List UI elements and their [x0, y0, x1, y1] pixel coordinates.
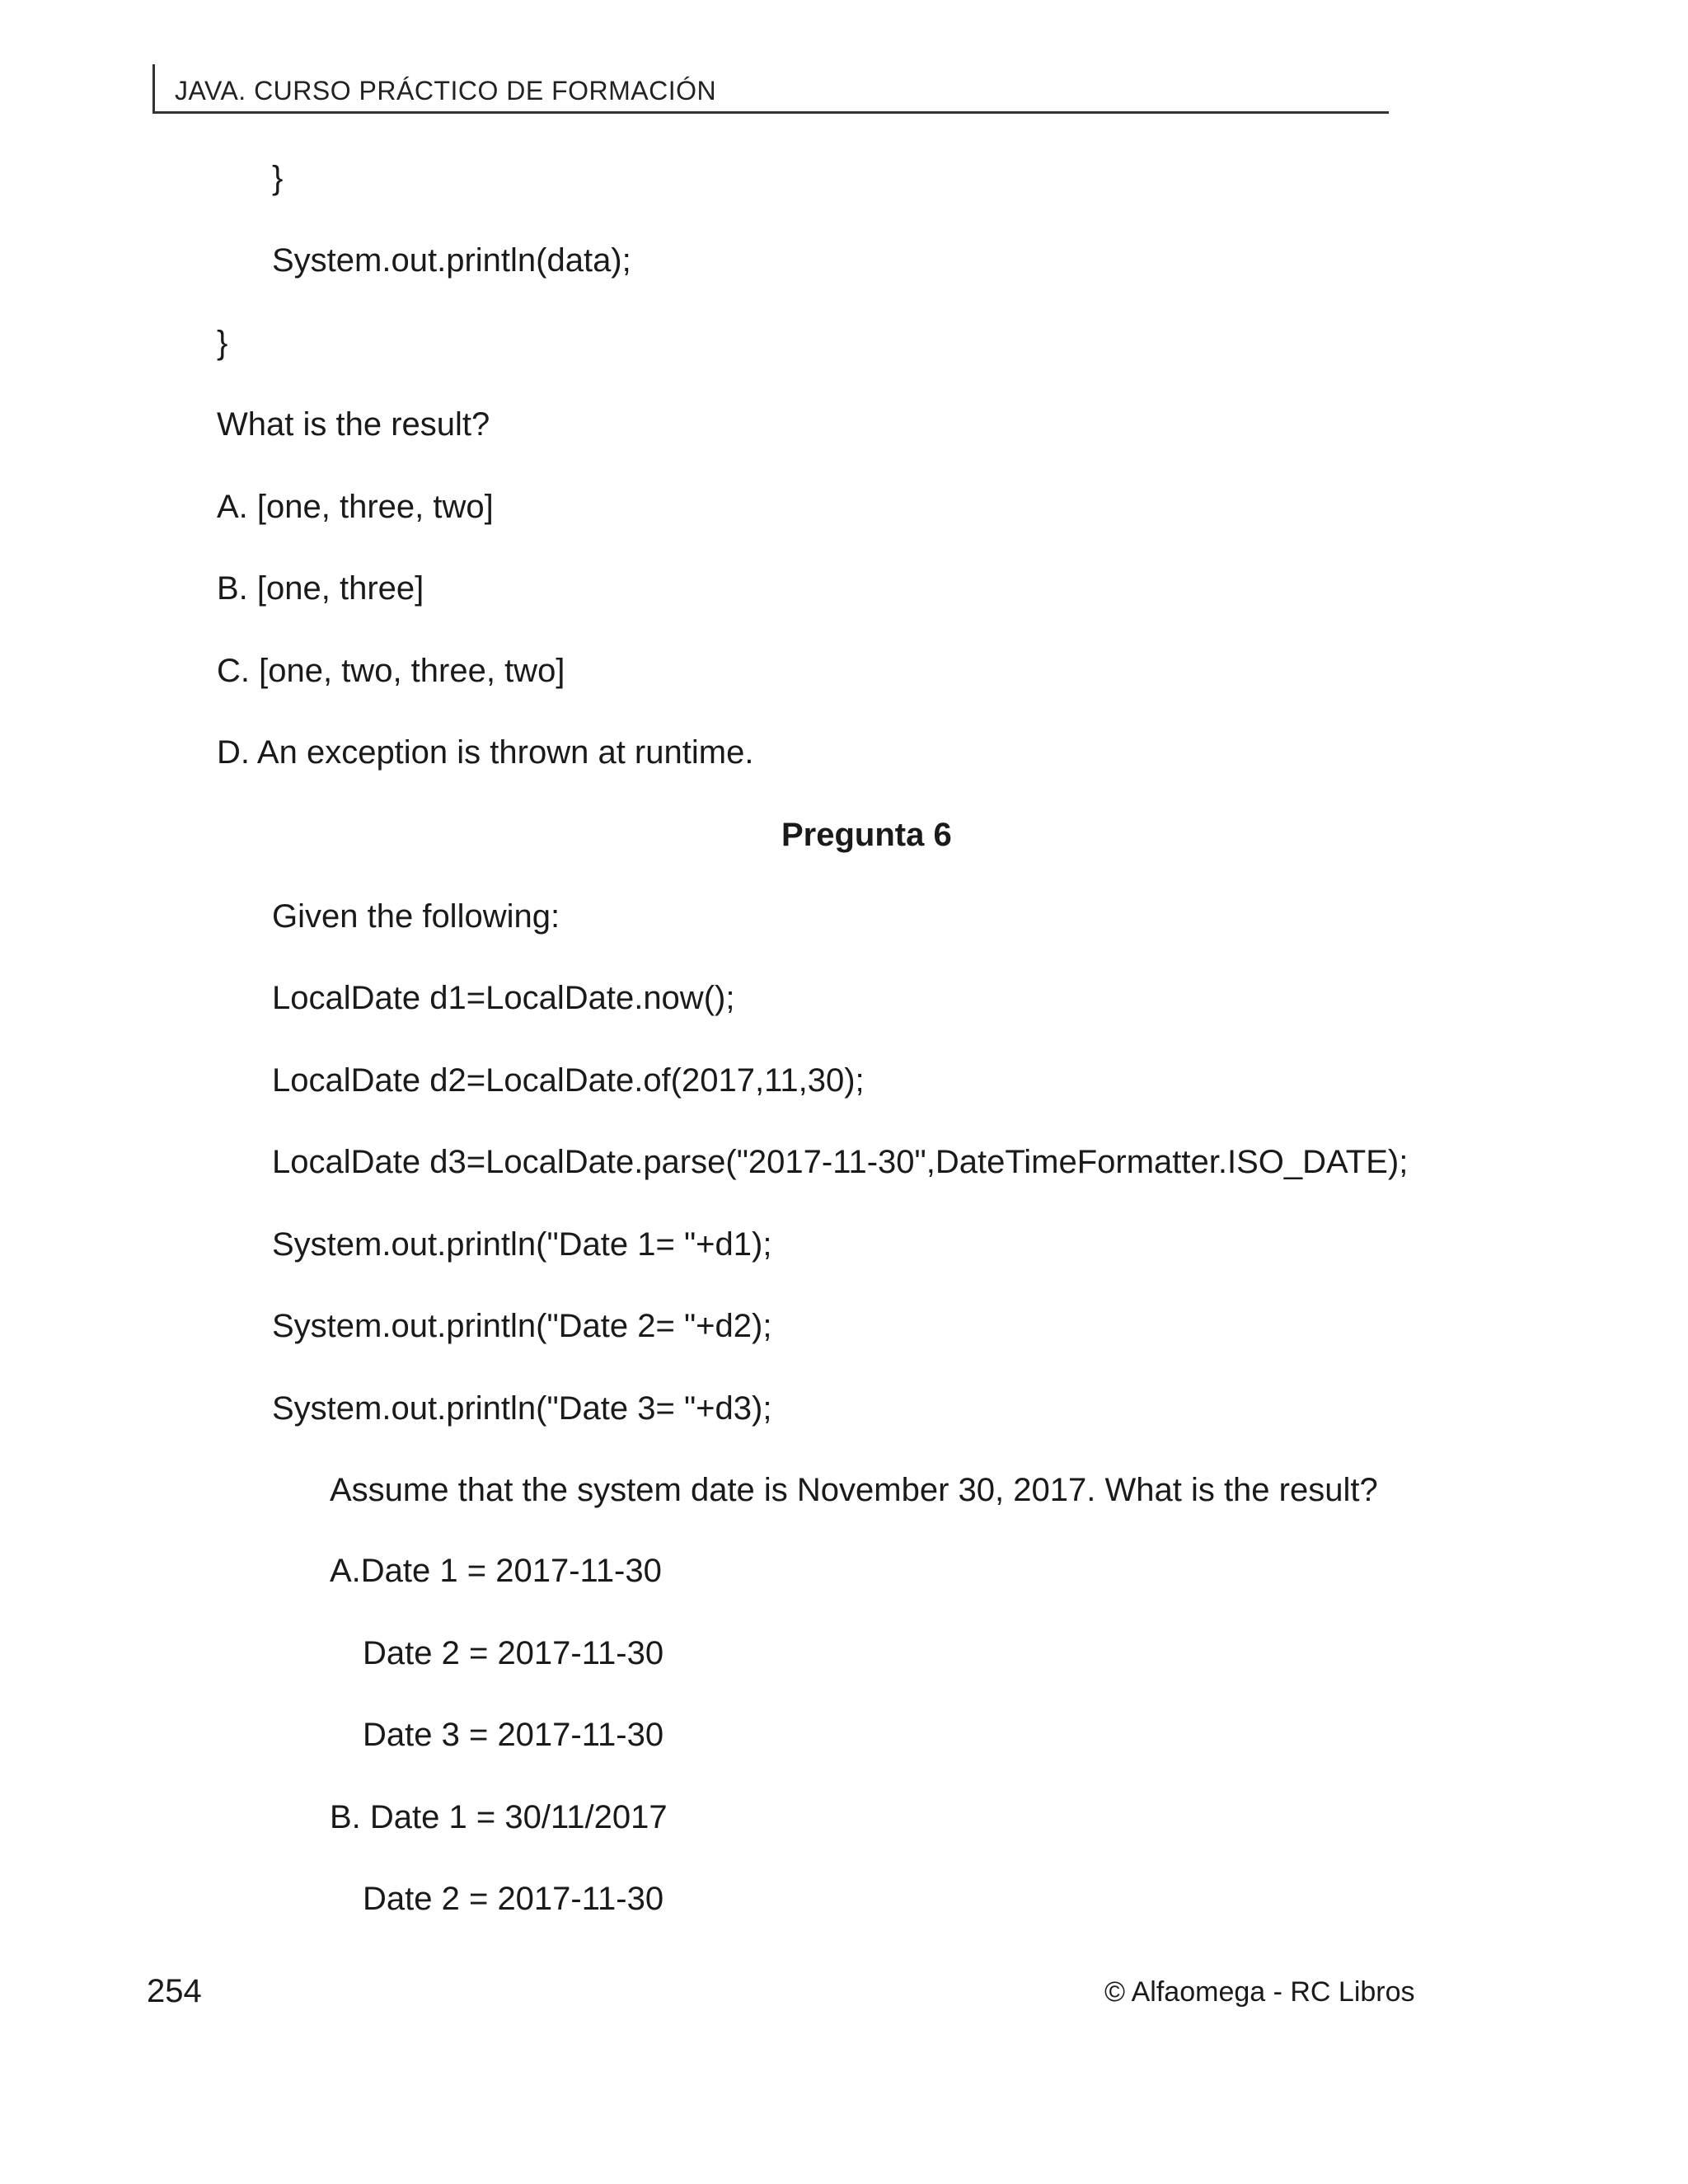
section-heading: Pregunta 6	[781, 817, 952, 853]
code-println-d1: System.out.println("Date 1= "+d1);	[272, 1226, 772, 1263]
answer-a-date3: Date 3 = 2017-11-30	[363, 1717, 664, 1753]
answer-a-date2: Date 2 = 2017-11-30	[363, 1635, 664, 1671]
running-header-title: JAVA. CURSO PRÁCTICO DE FORMACIÓN	[175, 76, 717, 105]
question-prompt: What is the result?	[217, 406, 490, 443]
code-closing-brace-outer: }	[217, 325, 228, 361]
code-closing-brace-inner: }	[272, 160, 284, 196]
answer-a-date1: A.Date 1 = 2017-11-30	[330, 1553, 662, 1589]
code-println-d2: System.out.println("Date 2= "+d2);	[272, 1308, 772, 1344]
answer-option-a: A. [one, three, two]	[217, 489, 494, 525]
answer-option-b: B. [one, three]	[217, 570, 424, 607]
page-number: 254	[147, 1973, 202, 2009]
code-println-d3: System.out.println("Date 3= "+d3);	[272, 1390, 772, 1427]
code-line-d1: LocalDate d1=LocalDate.now();	[272, 980, 735, 1016]
code-println-data: System.out.println(data);	[272, 242, 631, 279]
running-header	[152, 64, 1389, 114]
copyright-notice: © Alfaomega - RC Libros	[1104, 1976, 1415, 2008]
code-line-d3: LocalDate d3=LocalDate.parse("2017-11-30",DateTimeFormatter.ISO_DATE);	[272, 1144, 1409, 1180]
answer-b-date2: Date 2 = 2017-11-30	[363, 1881, 664, 1917]
question-prompt-2: Assume that the system date is November 30, 2017. What is the result?	[330, 1472, 1378, 1508]
code-line-d2: LocalDate d2=LocalDate.of(2017,11,30);	[272, 1062, 865, 1099]
answer-b-date1: B. Date 1 = 30/11/2017	[330, 1799, 668, 1835]
answer-option-d: D. An exception is thrown at runtime.	[217, 734, 754, 771]
question-intro: Given the following:	[272, 898, 560, 935]
answer-option-c: C. [one, two, three, two]	[217, 653, 565, 689]
